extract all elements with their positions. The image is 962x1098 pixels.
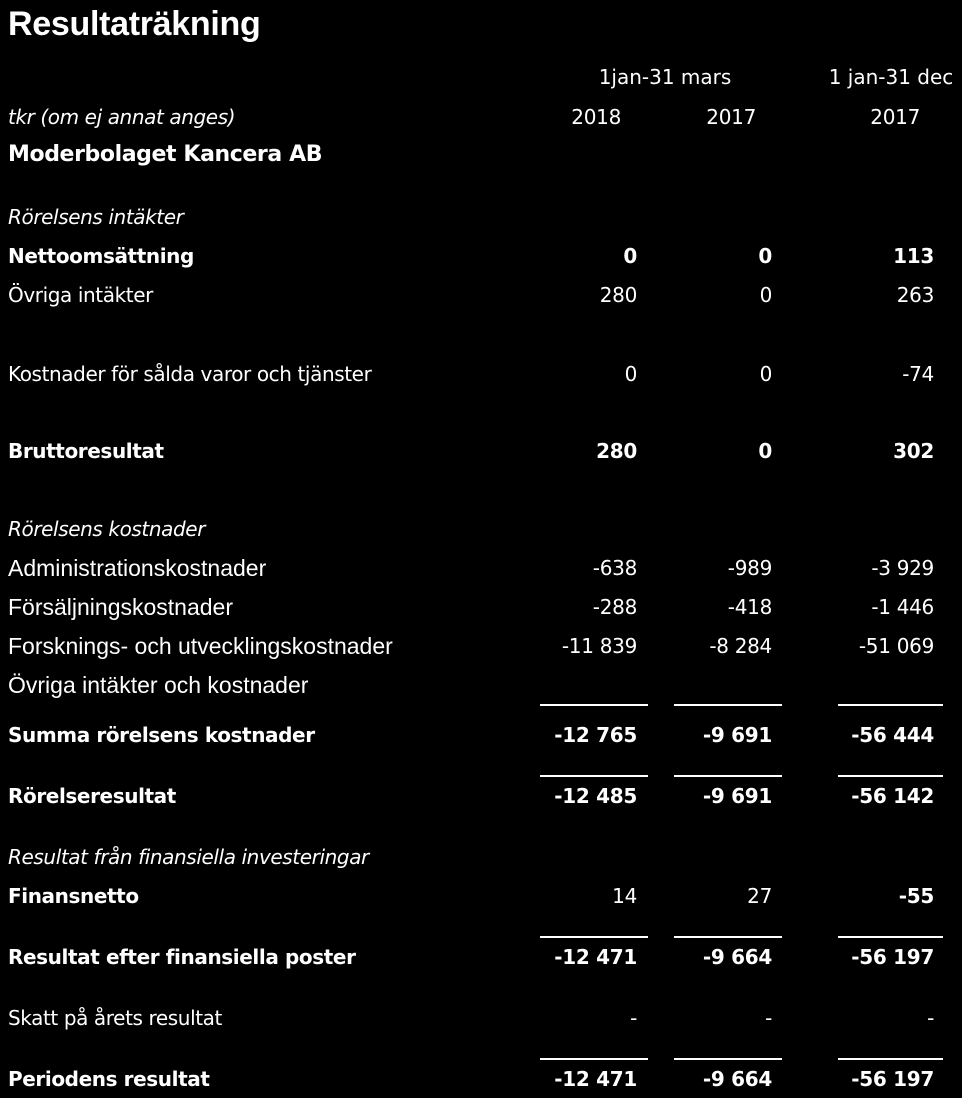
value-q1-2018: -288 [592, 595, 637, 619]
value-q1-2017: -418 [727, 595, 772, 619]
value-q1-2018: 0 [624, 362, 637, 386]
row-label: Skatt på årets resultat [8, 1006, 222, 1030]
row-label: Övriga intäkter och kostnader [8, 672, 309, 698]
table-row [0, 670, 962, 700]
value-q1-2017: -9 691 [702, 723, 772, 747]
table-row [0, 881, 962, 911]
table-row [0, 436, 962, 466]
value-q1-2018: 14 [612, 884, 637, 908]
table-row [0, 781, 962, 811]
table-row [0, 720, 962, 750]
row-label: Rörelseresultat [8, 784, 176, 808]
sum-rule [540, 775, 648, 777]
table-row [0, 842, 962, 872]
value-fy-2017: -1 446 [871, 595, 934, 619]
value-q1-2017: -9 664 [702, 945, 772, 969]
section-label: Rörelsens kostnader [8, 517, 206, 541]
value-q1-2017: 0 [759, 362, 772, 386]
table-row [0, 202, 962, 232]
value-q1-2018: 280 [599, 283, 637, 307]
row-label: Periodens resultat [8, 1067, 210, 1091]
value-q1-2018: 0 [623, 244, 637, 268]
sum-rule [838, 704, 943, 706]
value-fy-2017: -56 197 [851, 945, 934, 969]
value-fy-2017: -55 [898, 884, 934, 908]
header-period-year: 1 jan-31 dec [828, 65, 954, 89]
entity-row [0, 140, 962, 170]
row-label: Summa rörelsens kostnader [8, 723, 315, 747]
value-fy-2017: - [927, 1006, 934, 1030]
sum-rule [540, 704, 648, 706]
unit-label: tkr (om ej annat anges) [8, 105, 236, 129]
row-label: Forsknings- och utvecklingskostnader [8, 633, 393, 659]
sum-rule [674, 704, 782, 706]
sum-rule [674, 936, 782, 938]
value-q1-2018: -12 765 [554, 723, 637, 747]
row-label: Försäljningskostnader [8, 594, 234, 620]
value-fy-2017: 302 [893, 439, 934, 463]
row-label: Administrationskostnader [8, 555, 267, 581]
value-fy-2017: -3 929 [871, 556, 934, 580]
value-fy-2017: -56 444 [851, 723, 934, 747]
table-row [0, 241, 962, 271]
value-q1-2017: 0 [759, 283, 772, 307]
value-fy-2017: 113 [893, 244, 934, 268]
sum-rule [838, 775, 943, 777]
table-row [0, 280, 962, 310]
table-row [0, 1003, 962, 1033]
header-period-quarter: 1jan-31 mars [598, 65, 732, 89]
header-year-2017-y: 2017 [870, 105, 920, 129]
section-label: Rörelsens intäkter [8, 205, 184, 229]
sum-rule [838, 936, 943, 938]
row-label: Övriga intäkter [8, 283, 153, 307]
value-fy-2017: 263 [896, 283, 934, 307]
header-year-2018: 2018 [571, 105, 621, 129]
table-row [0, 631, 962, 661]
value-q1-2017: 0 [758, 244, 772, 268]
value-fy-2017: -51 069 [858, 634, 934, 658]
page-title: Resultaträkning [8, 5, 261, 43]
value-q1-2018: -12 485 [554, 784, 637, 808]
value-fy-2017: -56 197 [851, 1067, 934, 1091]
table-row [0, 592, 962, 622]
table-row [0, 514, 962, 544]
row-label: Kostnader för sålda varor och tjänster [8, 362, 372, 386]
header-year-2017-q: 2017 [706, 105, 756, 129]
value-q1-2017: 27 [747, 884, 772, 908]
value-fy-2017: -74 [902, 362, 934, 386]
value-q1-2017: -989 [727, 556, 772, 580]
value-q1-2017: -9 664 [702, 1067, 772, 1091]
value-q1-2018: -638 [592, 556, 637, 580]
value-q1-2018: -12 471 [554, 945, 637, 969]
table-row [0, 1064, 962, 1094]
value-q1-2018: - [630, 1006, 637, 1030]
row-label: Bruttoresultat [8, 439, 164, 463]
value-q1-2018: -11 839 [561, 634, 637, 658]
row-label: Nettoomsättning [8, 244, 194, 268]
value-q1-2017: 0 [758, 439, 772, 463]
row-label: Resultat efter finansiella poster [8, 945, 356, 969]
entity-name: Moderbolaget Kancera AB [8, 142, 323, 167]
sum-rule [540, 1058, 648, 1060]
sum-rule [674, 775, 782, 777]
table-row [0, 359, 962, 389]
sum-rule [674, 1058, 782, 1060]
value-q1-2018: 280 [596, 439, 637, 463]
sum-rule [838, 1058, 943, 1060]
table-row [0, 553, 962, 583]
value-q1-2017: -8 284 [709, 634, 772, 658]
row-label: Finansnetto [8, 884, 139, 908]
value-q1-2017: - [765, 1006, 772, 1030]
header-years-row [0, 102, 962, 132]
value-fy-2017: -56 142 [851, 784, 934, 808]
sum-rule [540, 936, 648, 938]
section-label: Resultat från finansiella investeringar [8, 845, 369, 869]
table-row [0, 942, 962, 972]
value-q1-2018: -12 471 [554, 1067, 637, 1091]
value-q1-2017: -9 691 [702, 784, 772, 808]
